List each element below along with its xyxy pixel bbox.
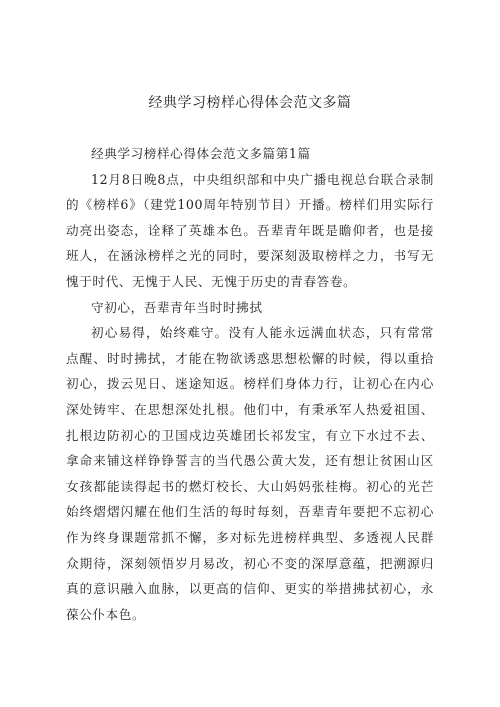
section-title: 经典学习榜样心得体会范文多篇第1篇 <box>91 146 311 161</box>
subheading: 守初心，吾辈青年当时时拂拭 <box>91 299 263 315</box>
paragraph-body: 初心易得，始终难守。没有人能永远满血状态，只有常常点醒、时时拂拭，才能在物欲诱惑思想松懈的时候，得以重拾初心，拨云见日、迷途知返。榜样们身体力行，让初心在内心深处铸牢、在思想深处扎根。他们中，有秉承军人热爱祖国、扎根边防初心的卫国戍边英雄团长祁发宝，有立下水过不去、拿命来铺这样铮铮誓言的当代愚公黄大发，还有想让贫困山区女孩都能读得起书的燃灯校长、大山妈妈张桂梅。初心的光芒始终熠熠闪耀在他们生活的每时每刻，吾辈青年要把不忘初心作为终身课题常抓不懈，多对标先进榜样典型、多透视人民群众期待，深刻领悟岁月易改，初心不变的深厚意蕴，把溯源归真的意识融入血脉，以更高的信仰、更实的举措拂拭初心，永葆公仆本色。 <box>66 325 434 622</box>
paragraph-intro: 12月8日晚8点，中央组织部和中央广播电视总台联合录制的《榜样6》（建党100周年特别节目）开播。榜样们用实际行动亮出姿态，诠释了英雄本色。吾辈青年既是瞻仰者，也是接班人，在涵泳榜样之光的同时，要深刻汲取榜样之力，书写无愧于时代、无愧于人民、无愧于历史的青春答卷。 <box>66 171 434 289</box>
document-body <box>66 141 434 627</box>
document-title: 经典学习榜样心得体会范文多篇 <box>148 95 352 111</box>
